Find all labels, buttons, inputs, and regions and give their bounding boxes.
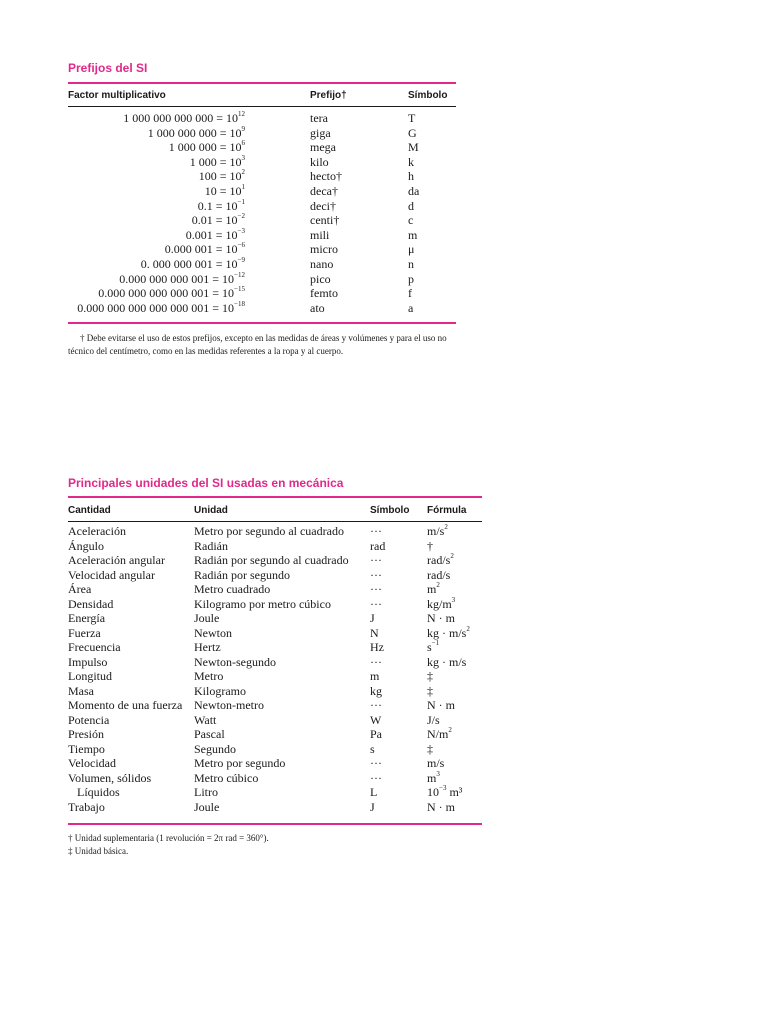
prefix-factor: 1 000 $000 = 10^6$ <box>168 139 245 155</box>
unit-quantity: Momento de una fuerza <box>68 698 183 712</box>
units-header-rule <box>68 521 482 522</box>
prefix-name: pico <box>310 271 331 286</box>
prefix-row <box>0 301 768 316</box>
prefix-name: hecto† <box>310 169 342 184</box>
prefix-row <box>0 272 768 287</box>
prefixes-bottom-rule <box>68 322 456 324</box>
prefix-factor: $100 = 10^2$ <box>198 168 245 184</box>
prefix-name: kilo <box>310 154 329 169</box>
unit-symbol: Hz <box>370 640 384 654</box>
prefix-name: ato <box>310 300 325 315</box>
prefix-name: deci† <box>310 198 336 213</box>
unit-row <box>0 597 768 612</box>
header-prefix: Prefijo† <box>310 90 347 101</box>
unit-quantity: Ángulo <box>68 538 104 553</box>
unit-quantity: Presión <box>68 727 104 741</box>
unit-row <box>0 626 768 641</box>
prefix-name: micro <box>310 242 338 257</box>
unit-quantity: Velocidad angular <box>68 567 155 582</box>
unit-row <box>0 800 768 815</box>
prefix-symbol: T <box>408 111 416 125</box>
unit-name: Joule <box>194 611 220 625</box>
unit-quantity: Líquidos <box>68 785 120 799</box>
prefix-symbol: c <box>408 213 414 228</box>
unit-name: Radián por segundo <box>194 567 290 582</box>
prefixes-footnote <box>68 332 463 358</box>
unit-formula: ‡ <box>427 669 433 683</box>
prefix-factor: 0. 000 000 $001 = 10^{-9}$ <box>140 256 245 271</box>
prefix-factor: $0.001 = 10^{-3}$ <box>185 226 245 242</box>
prefix-factor: $0.01 = 10^{-2}$ <box>191 212 245 228</box>
units-title: Principales unidades del SI usadas en mecánica <box>68 476 344 490</box>
unit-symbol: m <box>370 669 380 683</box>
unit-formula: † <box>427 538 433 553</box>
prefix-symbol: da <box>408 184 420 198</box>
prefix-factor: 0.000 000 000 000 $001 = 10^{-15}$ <box>98 285 245 301</box>
prefix-symbol: G <box>408 125 417 140</box>
prefix-factor: 1 000 000 $000 = 10^9$ <box>147 124 245 140</box>
unit-formula: ‡ <box>427 683 433 698</box>
unit-name: Metro cuadrado <box>194 582 271 596</box>
unit-symbol: s <box>370 741 375 756</box>
unit-formula: rad/s <box>427 567 451 582</box>
unit-symbol: ··· <box>370 756 382 770</box>
unit-formula: J/s <box>427 712 440 727</box>
unit-row <box>0 742 768 757</box>
unit-name: Metro cúbico <box>194 770 259 785</box>
prefix-symbol: μ <box>408 242 415 257</box>
unit-formula: m/s <box>427 756 445 770</box>
unit-quantity: Masa <box>68 683 94 698</box>
header-symbol: Símbolo <box>408 90 448 101</box>
unit-name: Newton-metro <box>194 698 264 712</box>
unit-symbol: J <box>370 799 375 814</box>
prefix-row <box>0 213 768 228</box>
prefix-symbol: m <box>408 227 418 242</box>
unit-row <box>0 640 768 655</box>
unit-formula: $m^2$ <box>427 581 440 596</box>
unit-formula: N · m <box>427 698 455 712</box>
unit-formula: $m^3$ <box>427 769 440 785</box>
prefixes-footnote-text: † Debe evitarse el uso de estos prefijos, excepto en las medidas de áreas y volúmenes y para el uso no técnico del centímetro, como en las medidas referentes a la ropa y al cuerpo. <box>68 333 447 356</box>
unit-symbol: W <box>370 712 382 727</box>
prefix-row <box>0 184 768 199</box>
unit-quantity: Longitud <box>68 669 112 683</box>
prefix-name: centi† <box>310 213 340 228</box>
unit-quantity: Aceleración <box>68 524 126 538</box>
prefixes-header-rule <box>68 106 456 107</box>
prefix-factor: $10 = 10^1$ <box>204 183 245 198</box>
prefix-symbol: k <box>408 154 414 169</box>
unit-symbol: rad <box>370 538 386 553</box>
unit-row <box>0 727 768 742</box>
prefix-name: femto <box>310 286 338 301</box>
units-bottom-rule <box>68 823 482 825</box>
unit-symbol: kg <box>370 683 382 698</box>
unit-quantity: Densidad <box>68 596 114 611</box>
unit-formula: $m/s^2$ <box>427 523 448 538</box>
unit-formula: $kg/m^3$ <box>427 595 456 611</box>
unit-row <box>0 713 768 728</box>
prefix-row <box>0 199 768 214</box>
unit-name: Metro <box>194 669 224 683</box>
prefix-name: mili <box>310 227 330 242</box>
header-unit: Unidad <box>194 505 228 516</box>
unit-formula: kg · m/s <box>427 654 467 669</box>
unit-quantity: Volumen, sólidos <box>68 770 152 785</box>
prefix-row <box>0 228 768 243</box>
prefixes-title: Prefijos del SI <box>68 61 148 75</box>
unit-symbol: ··· <box>370 524 382 538</box>
unit-quantity: Frecuencia <box>68 640 121 654</box>
prefix-name: deca† <box>310 184 338 198</box>
unit-symbol: ··· <box>370 698 382 712</box>
unit-name: Joule <box>194 799 220 814</box>
unit-quantity: Trabajo <box>68 799 105 814</box>
unit-symbol: L <box>370 785 378 799</box>
unit-name: Kilogramo por metro cúbico <box>194 596 331 611</box>
unit-quantity: Tiempo <box>68 741 105 756</box>
unit-name: Metro por segundo <box>194 756 286 770</box>
unit-row <box>0 771 768 786</box>
prefix-name: giga <box>310 125 331 140</box>
header-factor: Factor multiplicativo <box>68 90 166 101</box>
prefix-name: mega <box>310 140 336 155</box>
unit-name: Hertz <box>194 640 221 654</box>
prefix-factor: 1 000 000 000 $000 = 10^{12}$ <box>123 110 245 125</box>
prefix-row <box>0 242 768 257</box>
header-quantity: Cantidad <box>68 505 111 516</box>
unit-row <box>0 582 768 597</box>
unit-symbol: ··· <box>370 596 382 611</box>
prefix-factor: 1 $000 = 10^3$ <box>189 153 245 169</box>
prefix-symbol: n <box>408 257 414 271</box>
unit-symbol: N <box>370 625 379 640</box>
prefix-name: tera <box>310 111 328 125</box>
prefix-row <box>0 257 768 272</box>
prefix-factor: 0.000 000 000 $001 = 10^{-12}$ <box>119 270 245 286</box>
prefix-symbol: p <box>408 271 414 286</box>
prefix-factor: 0.000 $001 = 10^{-6}$ <box>164 241 245 257</box>
unit-name: Metro por segundo al cuadrado <box>194 524 344 538</box>
header-unit-symbol: Símbolo <box>370 505 410 516</box>
header-formula: Fórmula <box>427 505 467 516</box>
unit-symbol: ··· <box>370 567 382 582</box>
unit-row <box>0 669 768 684</box>
unit-name: Kilogramo <box>194 683 246 698</box>
prefix-factor: 0.000 000 000 000 000 $001 = 10^{-18}$ <box>77 299 245 315</box>
unit-row <box>0 655 768 670</box>
unit-quantity: Potencia <box>68 712 110 727</box>
unit-formula: rad/$s^2$ <box>427 552 454 567</box>
unit-formula: $s^{-1}$ <box>427 639 440 654</box>
units-top-rule <box>68 496 482 498</box>
unit-row <box>0 611 768 626</box>
unit-name: Segundo <box>194 741 236 756</box>
unit-name: Radián <box>194 538 228 553</box>
prefix-row <box>0 286 768 301</box>
units-footnote-2: ‡ Unidad básica. <box>68 846 129 856</box>
prefix-row <box>0 169 768 184</box>
prefix-factor: $0.1 = 10^{-1}$ <box>197 197 245 213</box>
unit-name: Newton-segundo <box>194 654 276 669</box>
unit-formula: $N/m^2$ <box>427 726 452 741</box>
unit-quantity: Área <box>68 582 92 596</box>
unit-symbol: J <box>370 611 375 625</box>
units-footnotes <box>68 832 488 858</box>
unit-row <box>0 756 768 771</box>
unit-quantity: Velocidad <box>68 756 116 770</box>
prefixes-top-rule <box>68 82 456 84</box>
unit-row <box>0 684 768 699</box>
unit-symbol: ··· <box>370 770 382 785</box>
prefix-row <box>0 155 768 170</box>
unit-name: Pascal <box>194 727 225 741</box>
prefix-symbol: M <box>408 140 419 155</box>
unit-symbol: ··· <box>370 553 382 567</box>
unit-symbol: ··· <box>370 654 382 669</box>
unit-symbol: Pa <box>370 727 382 741</box>
unit-quantity: Fuerza <box>68 625 101 640</box>
unit-name: Litro <box>194 785 218 799</box>
prefix-symbol: f <box>408 286 412 301</box>
prefix-row <box>0 126 768 141</box>
unit-formula: $10^{-3}$ m³ <box>427 784 463 799</box>
unit-row <box>0 553 768 568</box>
unit-row <box>0 524 768 539</box>
unit-name: Radián por segundo al cuadrado <box>194 553 349 567</box>
unit-row <box>0 539 768 554</box>
prefix-row <box>0 111 768 126</box>
unit-quantity: Aceleración angular <box>68 553 165 567</box>
unit-name: Watt <box>194 712 217 727</box>
unit-formula: kg · $m/s^2$ <box>427 624 470 640</box>
unit-quantity: Impulso <box>68 654 108 669</box>
prefix-symbol: h <box>408 169 414 184</box>
unit-quantity: Energía <box>68 611 106 625</box>
unit-formula: ‡ <box>427 741 433 756</box>
unit-name: Newton <box>194 625 232 640</box>
unit-row <box>0 785 768 800</box>
prefix-name: nano <box>310 257 334 271</box>
units-footnote-1: † Unidad suplementaria (1 revolución = 2π rad = 360°). <box>68 833 269 843</box>
unit-row <box>0 698 768 713</box>
unit-symbol: ··· <box>370 582 382 596</box>
unit-row <box>0 568 768 583</box>
prefix-symbol: a <box>408 300 414 315</box>
unit-formula: N · m <box>427 611 455 625</box>
unit-formula: N · m <box>427 799 455 814</box>
prefix-row <box>0 140 768 155</box>
prefix-symbol: d <box>408 198 414 213</box>
